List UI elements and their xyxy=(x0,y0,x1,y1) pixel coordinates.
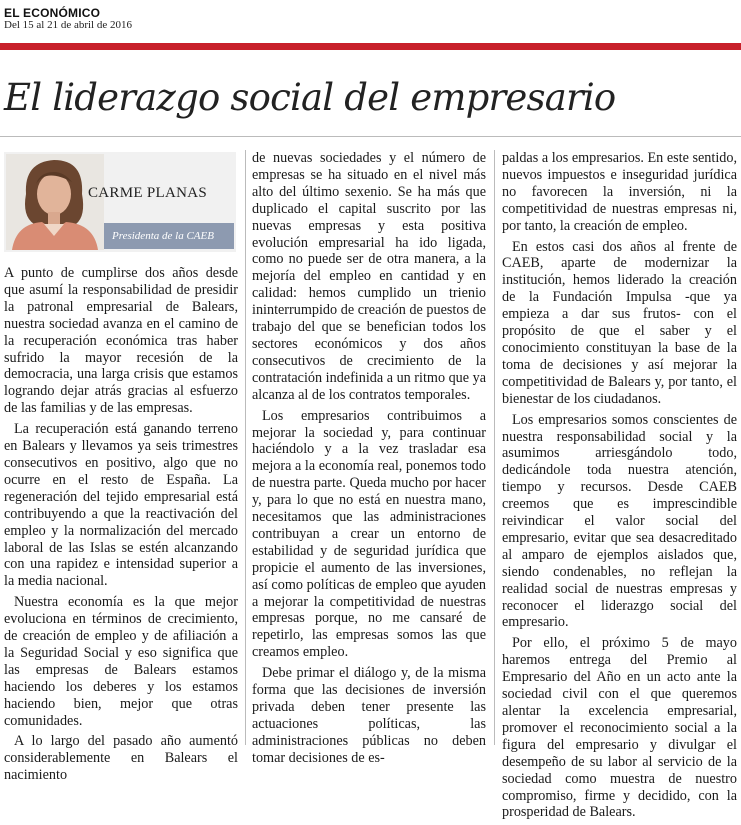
paragraph: A lo largo del pasado año aumentó considerablemente en Balears el nacimiento xyxy=(4,733,238,784)
author-name: CARME PLANAS xyxy=(88,185,208,201)
column-divider-2 xyxy=(494,150,495,745)
article-column-1 xyxy=(4,265,238,788)
paragraph: En estos casi dos años al frente de CAEB, aparte de modernizar la institución, hemos liderado la creación de la Fundación Impulsa -que ya empieza a dar sus frutos- con el propósito de que el saber y el conocimiento constituyan la base de la toma de decisiones y así mejorar la competitividad de Balears y, por tanto, el bienestar de los ciudadanos. xyxy=(502,238,737,407)
paragraph: A punto de cumplirse dos años desde que asumí la responsabilidad de presidir la patronal empresarial de Balears, nuestra sociedad avanza en el camino de la recuperación económica tras haber sufrido la mayor recesión de la democracia, una larga crisis que estamos logrando dejar atrás gracias al esfuerzo de las familias y de las empresas. xyxy=(4,265,238,417)
masthead xyxy=(4,6,132,31)
newspaper-name: EL ECONÓMICO xyxy=(4,6,101,20)
column-divider-1 xyxy=(245,150,246,745)
paragraph: Los empresarios somos conscientes de nuestra responsabilidad social y la asumimos arriesgándolo todo, dedicándole toda nuestra atención, tiempo y recursos. Desde CAEB creemos que es imprescindible reivindicar el valor social del empresario, evitar que sea desacreditado al amparo de ejemplos aislados que, siendo condenables, no reflejan la realidad social de nuestras empresas y reconocer el liderazgo social del empresario. xyxy=(502,411,737,631)
headline-divider xyxy=(0,136,741,137)
author-photo xyxy=(6,154,104,250)
paragraph: Los empresarios contribuimos a mejorar la sociedad y, para continuar haciéndolo y a la vez trasladar esa mejora a la economía real, ponemos todo de nuestra parte. Queda mucho por hacer y, para lo que no está en nuestra mano, necesitamos que las administraciones contribuyan a crear un entorno de estabilidad y de seguridad jurídica que propicie el aumento de las inversiones, así como políticas de empleo que ayuden a mejorar la competitividad de nuestras empresas porque, no me cansaré de repetirlo, las empresas somos las que creamos empleo. xyxy=(252,407,486,661)
issue-date: Del 15 al 21 de abril de 2016 xyxy=(4,19,132,31)
paragraph: Por ello, el próximo 5 de mayo haremos entrega del Premio al Empresario del Año en un acto ante la sociedad civil con el que queremos alentar la excelencia empresarial, promover el reconocimiento social a la figura del empresario y divulgar el desempeño de su labor al servicio de la sociedad como muestra de nuestro compromiso, firme y decidido, con la prosperidad de Balears. xyxy=(502,635,737,821)
paragraph: Nuestra economía es la que mejor evoluciona en términos de crecimiento, de creación de empleo y de afiliación a la Seguridad Social y eso significa que las empresas de Balears estamos haciendo los deberes y los estamos haciendo bien, mejor que otras comunidades. xyxy=(4,594,238,729)
paragraph: La recuperación está ganando terreno en Balears y llevamos ya seis trimestres consecutivos en positivo, algo que no ocurre en el resto de España. La regeneración del tejido empresarial está contribuyendo a que la reactivación del empleo y la normalización del mercado laboral de las Islas se estén alcanzando con una rapidez e intensidad superior a la media nacional. xyxy=(4,421,238,590)
section-red-bar xyxy=(0,43,741,50)
article-headline: El liderazgo social del empresario xyxy=(4,76,616,119)
paragraph: Debe primar el diálogo y, de la misma forma que las decisiones de inversión privada deben tener presente las actuaciones políticas, las administraciones públicas no deben tomar decisiones de es- xyxy=(252,665,486,766)
paragraph: de nuevas sociedades y el número de empresas se ha situado en el nivel más alto del último sexenio. Se ha más que duplicado el capital suscrito por las nuevas empresas y esta positiva evolución empresarial ha ido ligada, como no puede ser de otra manera, a la mejoría del empleo en cantidad y en calidad: hemos cumplido un trienio ininterrumpido de creación de puestos de trabajo del que se benefician todos los sectores económicos y dos años consecutivos de crecimiento de la contratación indefinida a un ritmo que ya alcanza al de los contratos temporales. xyxy=(252,150,487,403)
article-column-2 xyxy=(252,150,486,771)
paragraph: paldas a los empresarios. En este sentido, nuevos impuestos e inseguridad jurídica no favorecen la inversión, ni la competitividad de nuestras empresas ni, por tanto, la creación de empleo. xyxy=(502,150,737,234)
article-column-3 xyxy=(502,150,737,825)
author-role: Presidenta de la CAEB xyxy=(104,223,234,249)
